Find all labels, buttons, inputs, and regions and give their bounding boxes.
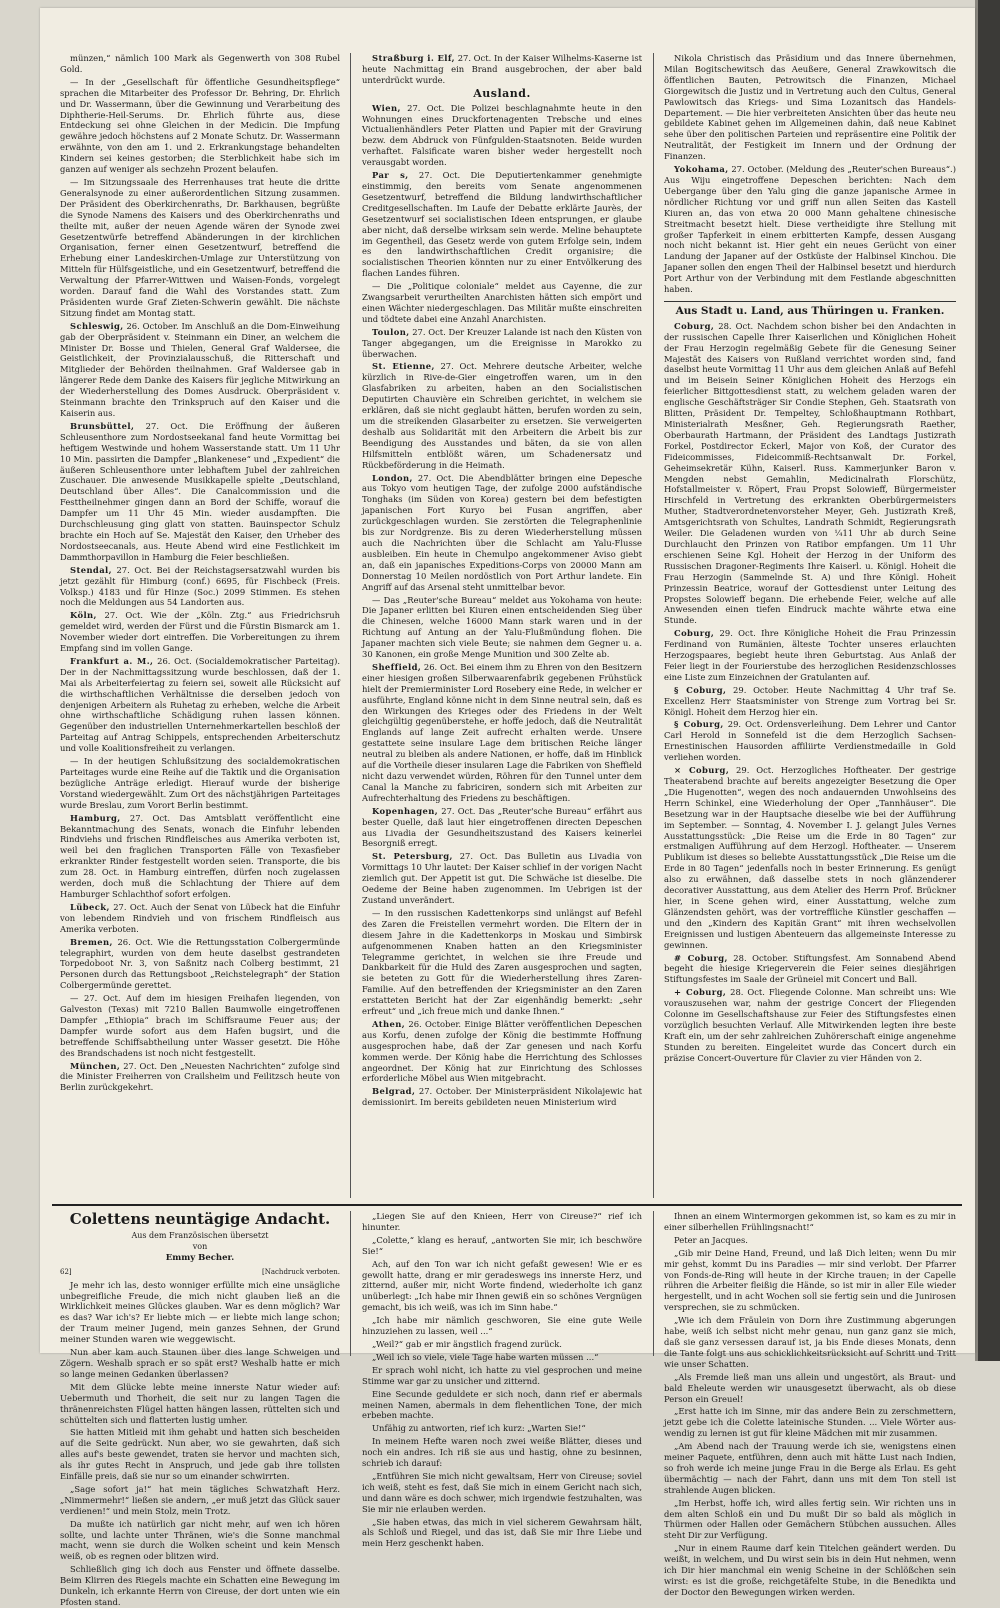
news-text: — In der heutigen Schlußsitzung des socialdemokratischen Parteitages wurde eine Reihe auf die Taktik und die Organisation bezügliche Anträge erledigt. Hierauf wurde der bisherige Vorstand wiedergewählt. Zum Ort des nächstjährigen Parteitages wurde Breslau, zum Vorort Berlin bestimmt. bbox=[60, 756, 340, 810]
news-item bbox=[664, 53, 956, 162]
story-paragraph: „Sie haben etwas, das mich in viel sicherem Gewahrsam hält, als Schloß und Riegel, und das ist, daß Sie mir Ihre Liebe und mein Herz geschenkt haben. bbox=[362, 1516, 642, 1549]
dateline: Athen, bbox=[372, 1018, 406, 1029]
feuilleton-author: Emmy Becher. bbox=[165, 1252, 235, 1263]
dateline: Stendal, bbox=[70, 564, 112, 575]
news-item bbox=[60, 565, 340, 609]
local-news-list bbox=[664, 321, 956, 1064]
news-text: — In der „Gesellschaft für öffentliche Gesundheitspflege“ sprachen die Mitarbeiter des Professor Dr. Behring, Dr. Ehrlich und Dr. Wassermann, über die Gewinnung und Verarbeitung des Diphtherie-Heil-Serums. Dr. Ehrlich führte aus, diese Entdeckung sei ohne Gleichen in der Medicin. Die Impfung gewähre jedoch höchstens auf 2 Monate Schutz. Dr. Wassermann erwähnte, von den am 1. und 2. Erkrankungstage behandelten Kindern sei keines gestorben; die Sterblichkeit habe sich im ganzen auf weniger als sechzehn Prozent belaufen. bbox=[60, 76, 340, 175]
news-item bbox=[60, 421, 340, 563]
news-text: 27. October. Der Ministerpräsident Nikolajewic hat demissionirt. Im bereits gebildeten neuen Ministerium wird bbox=[362, 1086, 642, 1108]
news-text: 28. Oct. Fliegende Colonne. Man schreibt uns: Wie vorauszusehen war, nahm der gestrige Concert der Fliegenden Colonne im Gesellschaftshause zur Feier des Stiftungsfestes einen vorzüglich besuchten Verlauf. Alle Mitwirkenden legten ihre beste Kraft ein, um der sehr zahlreichen Zuhörerschaft einige angenehme Stunden zu bereiten. Eingeleitet wurde das Concert durch ein präzise Concert-Ouverture für Clavier zu vier Händen von 2. bbox=[664, 987, 956, 1063]
dateline: Coburg, bbox=[674, 320, 715, 331]
ausland-news-list bbox=[362, 103, 642, 1109]
story-paragraph: „Als Fremde ließ man uns allein und ungestört, als Braut- und bald Eheleute werden wir unausgesetzt überwacht, als ob diese Person ein Greuel! bbox=[664, 1371, 956, 1404]
story-paragraph: Er sprach wohl nicht, ich hatte zu viel gesprochen und meine Stimme war gar zu unsicher und zitternd. bbox=[362, 1364, 642, 1386]
dateline: # Coburg, bbox=[674, 952, 728, 963]
story-paragraph: „Wie ich dem Fräulein von Dorn ihre Zustimmung abgerungen habe, weiß ich selbst nicht mehr genau, nun ganz ganz sie mich, daß sie ganz versessen darauf ist, ja bis Ende dieses Monats, denn die Tante folgt uns aus schicklichkeitsrücksicht auf Schritt und Tritt wie unser Schatten. bbox=[664, 1315, 956, 1369]
news-text: 27. Oct. Das „Reuter'sche Bureau“ erfährt aus bester Quelle, daß laut hier eingetroffenen directen Depeschen aus Livadia der Gesundheitszustand des Kaisers keinerlei Besorgniß erregt. bbox=[362, 805, 642, 849]
news-item bbox=[362, 473, 642, 593]
news-item bbox=[362, 851, 642, 906]
story-paragraph: Je mehr ich las, desto wonniger erfüllte mich eine unsägliche unbegreifliche Freude, die mich nicht glauben ließ an die Wirklichkeit meines Glückes glauben. War es denn möglich? War es das? War ich's? Er liebte mich — er liebte mich lange schon; der Traum meiner Jugend, mein ganzes Sehnen, der Grund meiner Stunden waren wie weggewischt. bbox=[60, 1279, 340, 1345]
news-item bbox=[664, 953, 956, 986]
story-paragraph: Eine Secunde geduldete er sich noch, dann rief er abermals meinen Namen, abermals in dem flehentlichen Tone, der mich erbeben machte. bbox=[362, 1388, 642, 1421]
news-text: 27. Oct. Der Kreuzer Lalande ist nach den Küsten von Tanger abgegangen, um die Ereignisse in Marokko zu überwachen. bbox=[362, 326, 642, 359]
news-item bbox=[664, 765, 956, 950]
story-paragraph: „Nur in einem Raume darf kein Titelchen geändert werden. Du weißt, in welchem, und Du wirst sein bis in dein Hut nehmen, wenn ich Dir hier manchmal ein wenig Scheine in der Schlößchen sein wirst: es ist die große, reichgetäfelte Stube, in die Benedikta und der Doctor den Bewegungen wirken werden. bbox=[664, 1543, 956, 1597]
dateline: Bremen, bbox=[70, 936, 113, 947]
dateline: St. Etienne, bbox=[372, 361, 435, 372]
news-text: 27. Oct. Wie der „Köln. Ztg.“ aus Friedrichsruh gemeldet wird, werden der Fürst und die Fürstin Bismarck am 1. November wieder dort eintreffen. Die Vorbereitungen zu ihrem Empfang sind im vollen Gange. bbox=[60, 610, 340, 654]
dateline: St. Petersburg, bbox=[372, 851, 453, 862]
news-text: — Im Sitzungssaale des Herrenhauses trat heute die dritte Generalsynode zu einer außerordentlichen Sitzung zusammen. Der Präsident des Oberkirchenraths, Dr. Barkhausen, begrüßte die Synode Namens des Kaisers und des Oberkirchenraths und theilte mit, außer der neuen Agende wären der Synode zwei Gesetzentwürfe betreffend Abänderungen in der kirchlichen Organisation, ferner einen Gesetzentwurf, betreffend die Erhebung einer Landeskirchen-Umlage zur Unterstützung von Mitteln für Hülfsgeistliche, und ein Gesetzentwurf, betreffend die Verwaltung der Pfarrer-Wittwen und Waisen-Fonds, vorgelegt worden. Darauf fand die Wahl des Vorstandes statt. Zum Präsidenten wurde Graf Zieten-Schwerin gewählt. Die nächste Sitzung findet am Montag statt. bbox=[60, 176, 340, 318]
story-paragraph: Ach, auf den Ton war ich nicht gefaßt gewesen! Wie er es gewollt hatte, drang er mir geradeswegs ins innerste Herz, und zitternd, außer mir, nicht Worte findend, wiederholte ich ganz unüberlegt: „Ich habe mir Ihnen gewiß ein so schönes Vergnügen gemacht, bis ich weiß, was ich im Sinn habe.“ bbox=[362, 1258, 642, 1313]
news-item bbox=[60, 53, 340, 75]
news-text: 29. Oct. Ihre Königliche Hoheit die Frau Prinzessin Ferdinand von Rumänien, älteste Tochter unseres erlauchten Herzogspaares, begiebt heute ihren Geburtstag. Aus Anlaß der Feier liegt in der Fourierstube des herzoglichen Residenzschlosses eine Liste zum Einzeichnen der Gratulanten auf. bbox=[664, 628, 956, 682]
news-item bbox=[362, 327, 642, 360]
news-text: 27. Oct. Die Eröffnung der äußeren Schleusenthore zum Nordostseekanal fand heute Vormittag bei heftigem Westwinde und hohem Wasserstande statt. Um 11 Uhr 10 Min. passirten die Dampfer „Blankenese“ und „Expedient“ die äußeren Schleusenthore unter lebhaftem Jubel der zahlreichen Zuschauer. Die anwesende Musikkapelle spielte „Deutschland, Deutschland über Alles“. Die Canalcommission und die Festtheilnehmer gingen dann an Bord der Schiffe, worauf die Dampfer um 11 Uhr 45 Min. wieder ausdampften. Die Durchschleusung ging glatt von statten. Bauinspector Schulz brachte ein Hoch auf Se. Majestät den Kaiser, den Urheber des Nordostseecanals, aus. Heute Abend wird eine Festlichkeit im Dammthorpavillon in Hamburg die Feier beschließen. bbox=[60, 420, 341, 562]
story-paragraph: Unfähig zu antworten, rief ich kurz: „Warten Sie!“ bbox=[372, 1423, 586, 1434]
dateline: § Coburg, bbox=[674, 684, 727, 695]
news-item bbox=[60, 993, 340, 1058]
dateline: Frankfurt a. M., bbox=[70, 655, 154, 666]
news-text: 28. October. Stiftungsfest. Am Sonnabend Abend begeht die hiesige Kriegerverein die Feier seines diesjährigen Stiftungsfestes im Saale der Grüneiel mit Concert und Ball. bbox=[664, 952, 956, 985]
story-paragraph: „Gib mir Deine Hand, Freund, und laß Dich leiten; wenn Du mir mir gehst, kommt Du ins Paradies — mir sind verlobt. Der Pfarrer von Fonds-de-Ring will heute in der Kirche trauen; in der Capelle rühren die Arbeiter fleißig die Hände, so ist mir in aller Eile wieder hergestellt, und in acht Wochen soll sie fertig sein und die Junirosen versprechen, sie zu schmücken. bbox=[664, 1247, 956, 1313]
news-text: 27. Oct. Die Polizei beschlagnahmte heute in den Wohnungen eines Druckfortenagenten Trebsche und eines Victualienhändlers Peter Platten und Papier mit der Gravirung bezw. dem Abdruck von Fünfgulden-Staatsnoten. Beide wurden verhaftet. Falsificate waren bisher weder hergestellt noch verausgabt worden. bbox=[362, 102, 642, 168]
dateline: Sheffield, bbox=[372, 661, 422, 672]
dateline: + Coburg, bbox=[674, 987, 727, 998]
story-paragraph: Ihnen an einem Wintermorgen gekommen ist, so kam es zu mir in einer silberhellen Frühlingsnacht!“ bbox=[664, 1211, 956, 1232]
dateline: Wien, bbox=[372, 102, 401, 113]
news-column-middle bbox=[362, 53, 642, 1198]
news-text: 29. October. Heute Nachmittag 4 Uhr traf Se. Excellenz Herr Staatsminister von Strenge zum Vortrag bei Sr. Königl. Hoheit dem Herzog hier ein. bbox=[664, 684, 957, 717]
feuilleton-subtitle: Aus dem Französischen übersetzt bbox=[131, 1231, 269, 1240]
dateline: London, bbox=[372, 472, 413, 483]
story-paragraph: „Entführen Sie mich nicht gewaltsam, Herr von Cireuse; soviel ich weiß, steht es fest, daß Sie mich in einem Gericht nach sich, und dann wäre es doch schwer, mich irgendwie festzuhalten, was Sie mir nie erlauben werden. bbox=[362, 1470, 642, 1514]
feuilleton-separator bbox=[52, 1204, 962, 1206]
feuilleton-meta bbox=[60, 1267, 340, 1278]
story-paragraph: „Erst hatte ich im Sinne, mir das andere Bein zu zerschmettern, jetzt gebe ich die Colette lateinische Stunden. ... Viele Wörter aus-wendig zu lernen ist gut für kleine Mädchen mit mir zusammen. bbox=[664, 1406, 956, 1439]
story-paragraph: Nun aber kam auch Staunen über dies lange Schweigen und Zögern. Weshalb sprach er so spät erst? Weshalb hatte er mich so lange meinen Gedanken überlassen? bbox=[60, 1347, 340, 1379]
news-item bbox=[60, 813, 340, 900]
news-item bbox=[362, 1086, 642, 1108]
column-divider bbox=[653, 53, 654, 1198]
feuilleton-text bbox=[60, 1280, 340, 1608]
feuilleton-column-3 bbox=[664, 1211, 956, 1597]
news-text: münzen,“ nämlich 100 Mark als Gegenwerth von 308 Rubel Gold. bbox=[60, 53, 340, 74]
dateline: Lübeck, bbox=[70, 901, 110, 912]
dateline: München, bbox=[70, 1060, 121, 1071]
story-paragraph: „Weil?“ gab er mir ängstlich fragend zurück. bbox=[372, 1338, 562, 1349]
dateline: × Coburg, bbox=[674, 765, 730, 776]
news-text: 27. Oct. Bei der Reichstagsersatzwahl wurden bis jetzt gezählt für Himburg (conf.) 6695, für Fischbeck (Freis. Volksp.) 4183 und für Hinze (Soc.) 2099 Stimmen. Es stehen noch die Meldungen aus 54 Landorten aus. bbox=[60, 564, 340, 608]
news-item bbox=[60, 77, 340, 175]
section-heading-local: Aus Stadt u. Land, aus Thüringen u. Franken. bbox=[664, 301, 956, 317]
news-item bbox=[60, 177, 340, 319]
story-paragraph: Da mußte ich natürlich gar nicht mehr, auf wen ich hören sollte, und lachte unter Thränen, wie's die Sonne manchmal macht, wenn sie durch die Wolken scheint und kein Mensch weiß, ob es regnen oder blitzen wird. bbox=[60, 1518, 340, 1562]
story-paragraph: „Colette,“ klang es herauf, „antworten Sie mir, ich beschwöre Sie!“ bbox=[362, 1234, 642, 1256]
news-text: 27. Oct. Das Amtsblatt veröffentlicht eine Bekanntmachung des Senats, wonach die Einfuhr lebenden Rindviehs und frischen Rindfleisches aus Amerika verboten ist, weil bei den fraglichen Transporten Fälle von Texasfieber erkrankter Rinder festgestellt worden seien. Transporte, die bis zum 28. Oct. in Hamburg eintreffen, dürfen noch zugelassen werden, doch muß die Schlachtung der Thiere auf dem Hamburger Schlachthof sofort erfolgen. bbox=[60, 812, 340, 899]
dateline: Toulon, bbox=[372, 326, 410, 337]
feuilleton-column-1 bbox=[60, 1210, 340, 1607]
news-text: 27. Oct. Die Abendblätter bringen eine Depesche aus Tokyo vom heutigen Tage, der zufolge 2000 aufständische Tonghaks (im Süden von Korea) gestern bei dem befestigten japanischen Fort Kuryo bei Fusan angriffen, aber zurückgeschlagen wurden. Sie zerstörten die Telegraphenlinie bis zur Nordgrenze. Bis zu deren Wiederherstellung müssen auch die Nachrichten über die Schlacht am Yalu-Flusse ausbleiben. Ein heute in Chemulpo angekommener Aviso giebt an, daß ein japanisches Expeditions-Corps von 20000 Mann am Donnerstag 10 Meilen nordöstlich von Port Arthur landete. Ein Angriff auf das Arsenal steht unmittelbar bevor. bbox=[362, 472, 642, 592]
news-item bbox=[60, 321, 340, 419]
news-item bbox=[362, 662, 642, 804]
news-item bbox=[362, 361, 642, 470]
section-heading-ausland: Ausland. bbox=[473, 86, 531, 100]
story-paragraph: Mit dem Glücke lebte meine innerste Natur wieder auf: Uebermuth und Thorheit, die seit nur zu langen Tagen die thränenreichsten Flügel hatten hängen lassen, rüttelten sich und schüttelten sich und flatterten lustig umher. bbox=[60, 1381, 340, 1425]
column-divider bbox=[653, 1211, 654, 1356]
dateline: Yokohama, bbox=[674, 164, 729, 175]
dateline: Coburg, bbox=[674, 628, 715, 639]
story-paragraph: „Weil ich so viele, viele Tage habe warten müssen ...“ bbox=[372, 1351, 599, 1362]
news-item bbox=[362, 170, 642, 279]
news-column-right bbox=[664, 53, 956, 1198]
news-item bbox=[60, 610, 340, 654]
news-item bbox=[362, 806, 642, 850]
feuilleton-column-2 bbox=[362, 1211, 642, 1549]
dateline: § Coburg, bbox=[674, 719, 724, 730]
story-paragraph: In meinem Hefte waren noch zwei weiße Blätter, dieses und noch ein andres. Ich riß sie aus und hastig, ohne zu besinnen, schrieb ich darauf: bbox=[362, 1436, 642, 1469]
news-item bbox=[60, 1061, 340, 1094]
news-column-left bbox=[60, 53, 340, 1198]
news-text: 27. Oct. Auch der Senat von Lübeck hat die Einfuhr von lebendem Rindvieh und von frischem Rindfleisch aus Amerika verboten. bbox=[60, 901, 340, 934]
news-text: 27. October. (Meldung des „Reuter'schen Bureaus“.) Aus Wiju eingetroffene Depeschen berichten: Nach dem Uebergange über den Yalu ging die ganze japanische Armee in nördlicher Richtung vor und griff nun allen Seiten das Kastell Kiuren an, das von etwa 20 000 Mann gehaltene chinesische Streitmacht besetzt hielt. Diese vertheidigte ihre Stellung mit großer Tapferkeit in einem erbitterten Kampfe, dessen Ausgang noch nicht bekannt ist. Hier geht ein neues Gerücht von einer Landung der Japaner auf der Ostküste der Halbinsel Kinchou. Die Japaner sollen den engen Theil der Halbinsel besetzt und hierdurch Port Arthur von der Verbindung mit dem Festlande abgeschnitten haben. bbox=[664, 164, 956, 295]
dateline: Kopenhagen, bbox=[372, 805, 439, 816]
page-edge bbox=[978, 0, 1000, 1361]
news-text: — Die „Politique coloniale“ meldet aus Cayenne, die zur Zwangsarbeit verurtheilten Anarchisten hätten sich empört und einen Wächter niedergeschlagen. Das Militär mußte einschreiten und tödtete dabei eine Anzahl Anarchisten. bbox=[362, 281, 642, 324]
news-text: 26. Oct. Bei einem ihm zu Ehren von den Besitzern einer hiesigen großen Silberwaarenfabrik gegebenen Frühstück hielt der Premierminister Lord Rosebery eine Rede, in welcher er ausführte, England könne nicht in dem Sinne neutral sein, daß es den Wirkungen des Krieges oder des Friedens in der Welt gleichgültig gegenüberstehe, er hoffe jedoch, daß die Neutralität Englands auf lange Zeit aufrecht erhalten werde. Unsere gestattete seine insulare Lage dem britischen Reiche länger neutral zu bleiben als andere Nationen, er hoffe, daß im Hinblick auf die Vortheile dieser insularen Lage die Fabriken von Sheffield nicht dazu verwendet würden, Röhren für den Tunnel unter dem Canal la Manche zu fabriciren, sondern sich mit Arbeiten zur Aufrechterhaltung des Friedens zu beschäftigen. bbox=[362, 661, 642, 803]
story-paragraph: Sie hatten Mitleid mit ihm gehabt und hatten sich bescheiden auf die Seite gedrückt. Nun aber, wo sie gewahrten, daß sich alles auf's beste gewendet, traten sie hervor und machten sich, als ihr gutes Recht in Anspruch, und jede gab ihre tollsten Einfälle preis, daß sie nur so um einander schwirrten. bbox=[60, 1427, 340, 1482]
news-item bbox=[664, 628, 956, 683]
news-text: 28. Oct. Nachdem schon bisher bei den Andachten in der russischen Capelle Ihrer Kaiserlichen und Königlichen Hoheit der Frau Herzogin regelmäßig Gebete für die Genesung Seiner Majestät des Kaisers von Rußland verrichtet worden sind, fand daselbst heute Vormittag 11 Uhr aus dem gleichen Anlaß auf Befehl und im Beisein Seiner Königlichen Hoheit des Herzogs ein feierlicher Bittgottesdienst statt, zu welchem geladen waren der englische Geschäftsträger Sir Condie Stephen, Geh. Staatsrath von Blitten, Präsident Dr. Tempeltey, Schloßhauptmann Rothbart, Ministerialrath Mesßner, Geh. Regierungsrath Raether, Oberbaurath Hartmann, der Präsident des Landtags Justizrath Forkel, Postdirector Eckerl, Major von Koß, der Curator des Fideicommisses, Fideicommiß-Rechtsanwalt Dr. Forkel, Geheimsekretär Kühn, Kaiserl. Russ. Kammerjunker Baron v. Mengden nebst Gemahlin, Medicinalrath Florschütz, Hofstallmeister v. Röpert, Frau Propst Solowieff, Bürgermeister Hirschfeld in Vertretung des erkrankten Oberbürgermeisters Muther, Stadtverordnetenvorsteher Meyer, Geh. Justizrath Kreß, Amtsgerichtsrath von Schultes, Landrath Schmidt, Regierungsrath Weiler. Die Geladenen wurden von ¼11 Uhr ab durch Seine Durchlaucht den Prinzen von Ratibor empfangen. Um 11 Uhr erschienen Seine Kgl. Hoheit der Herzog in der Uniform des Russischen Dragoner-Regiments Ihre Kaiserl. u. Königl. Hoheit die Frau Herzogin (Sammelnde St. A) und Ihre Königl. Hoheit Prinzessin Beatrice, worauf der Gottesdienst unter Leitung des Propstes Solowieff begann. Die erhebende Feier, welche auf alle Anwesenden einen tiefen Eindruck machte währte etwa eine Stunde. bbox=[664, 320, 956, 626]
story-paragraph: Schließlich ging ich doch aus Fenster und öffnete dasselbe. Beim Klirren des Riegels machte ein Schatten eine Bewegung im Dunkeln, ich erkannte Herrn von Cireuse, der dort unten wie ein Pfosten stand. bbox=[60, 1564, 340, 1607]
news-item bbox=[362, 53, 642, 86]
story-paragraph: Peter an Jacques. bbox=[674, 1234, 748, 1245]
news-text: Nikola Christisch das Präsidium und das Innere übernehmen, Milan Bogitschewitsch das Aeußere, General Zrawkowitsch die öffentlichen Bauten, Petrowitsch die Finanzen, Michael Giorgewitsch die Justiz und in Vertretung auch den Cultus, General Pawlowitsch das Kriegs- und Sima Lozanitsch das Handels-Departement. — Die hier verbreiteten Ansichten über das heute neu gebildete Kabinet gehen im Allgemeinen dahin, daß neue Kabinet sehe über den politischen Parteien und repräsentire eine Politik der Neutralität, der Festigkeit im Innern und der Ordnung der Finanzen. bbox=[664, 53, 956, 162]
news-item bbox=[362, 908, 642, 1017]
news-text: — 27. Oct. Auf dem im hiesigen Freihafen liegenden, von Galveston (Texas) mit 7210 Ballen Baumwolle eingetroffenen Dampfer „Ethiopia“ brach im Schiffsraume Feuer aus; der Dampfer wurde sofort aus dem Hafen bugsirt, und die betreffende Schiffsabtheilung unter Wasser gesetzt. Die Höhe des Brandschadens ist noch nicht festgestellt. bbox=[60, 993, 340, 1058]
dateline: Par s, bbox=[372, 170, 409, 181]
news-item bbox=[60, 902, 340, 935]
news-text: 27. Oct. Mehrere deutsche Arbeiter, welche kürzlich in Rive-de-Gier eingetroffen waren, um in den Glasfabriken zu arbeiten, haben an den Socialistischen Deputirten Chauvière ein Schreiben gerichtet, in welchem sie erklären, daß sie nicht geglaubt hätten, berufen worden zu sein, um die streikenden Glasarbeiter zu ersetzen. Sie verweigerten deshalb aus Solidarität mit den Arbeitern die Arbeit bis zur Beendigung des Ausstandes und bäten, da sie von allen Hilfsmitteln entblößt wären, um Schadenersatz und Rückbeförderung in die Heimath. bbox=[362, 361, 642, 470]
right-news-list bbox=[664, 53, 956, 295]
news-text: 27. Oct. In der Kaiser Wilhelms-Kaserne ist heute Nachmittag ein Brand ausgebrochen, der aber bald unterdrückt wurde. bbox=[362, 53, 642, 85]
news-text: — In den russischen Kadettenkorps sind unlängst auf Befehl des Zaren die Freistellen vermehrt worden. Die Eltern der in diesem Jahre in die Kadettenkorps in Moskau und Simbirsk aufgenommenen Knaben hatten an den Kriegsminister Telegramme gerichtet, in welchen sie ihre Freude und Dankbarkeit für die Huld des Zaren ausgesprochen und sagten, sie beteten zu Gott für die Wiederherstellung ihres Zaren-Familie. Auf den betreffenden der Kriegsminister an den Zaren erstatteten Bericht hat der Zar eigenhändig bemerkt: „sehr erfreut“ und „ich freue mich und danke Ihnen.“ bbox=[362, 907, 642, 1017]
column-divider bbox=[350, 53, 351, 1198]
news-text: 26. October. Im Anschluß an die Dom-Einweihung gab der Oberpräsident v. Steinmann ein Diner, an welchem die Minister Dr. Bosse und Thielen, General Graf Waldersee, die Geistlichkeit, der Provinzialausschuß, die Ritterschaft und Mitglieder der Behörden theilnahmen. Graf Waldersee gab in längerer Rede dem Danke des Kaisers für jegliche Mitwirkung an der Wiederherstellung des Domes Ausdruck. Oberpräsident v. Steinmann brachte den Trinkspruch auf den Kaiser und die Kaiserin aus. bbox=[60, 320, 340, 418]
newspaper-page bbox=[40, 8, 975, 1607]
instalment-number: 62] bbox=[60, 1267, 72, 1276]
feuilleton-by: von bbox=[192, 1241, 208, 1251]
dateline: Brunsbüttel, bbox=[70, 420, 135, 431]
news-item bbox=[362, 103, 642, 168]
news-text: 27. Oct. Den „Neuesten Nachrichten“ zufolge sind die Minister Freiherren von Crailsheim und Feilitzsch heute von Berlin zurückgekehrt. bbox=[60, 1060, 340, 1093]
news-item bbox=[60, 656, 340, 754]
news-item bbox=[362, 281, 642, 325]
news-item bbox=[362, 1019, 642, 1084]
dateline: Straßburg i. Elf, bbox=[372, 53, 455, 63]
news-item bbox=[664, 685, 956, 718]
story-paragraph: „Liegen Sie auf den Knieen, Herr von Cireuse?“ rief ich hinunter. bbox=[362, 1211, 642, 1232]
news-text: 29. Oct. Herzogliches Hoftheater. Der gestrige Theaterabend brachte auf bereits angezeigter Besetzung die Oper „Die Hugenotten“, wegen des noch andauernden Unwohlseins des Herrn Schinkel, eine Wiederholung der Oper „Tannhäuser“. Die Besetzung war in der Hauptsache dieselbe wie bei der Aufführung im September. — Sonntag, 4. November I. J. gelangt Jules Vernes Ausstattungsstück: „Die Reise um die Erde in 80 Tagen“ zur erstmaligen Aufführung auf dem Herzogl. Hoftheater. — Unserem Publikum ist dieses so beliebte Ausstattungsstück „Die Reise um die Erde in 80 Tagen“ jedenfalls noch in bester Erinnerung. Es genügt also zu erwähnen, daß dasselbe stets in noch glänzenderer decorativer Ausstattung, aus dem Atelier des Herrn Prof. Brückner hier, in Scene gehen wird, einer Ausstattung, welche zum Glänzendsten gehört, was der vortreffliche Künstler geschaffen — und den „Kindern des Kapitän Grant“ mit ihren wechselvollen Ereignissen und lustigen Abenteuern das allgemeinste Interesse zu gewinnen. bbox=[664, 765, 956, 950]
news-item bbox=[362, 595, 642, 660]
story-paragraph: „Im Herbst, hoffe ich, wird alles fertig sein. Wir richten uns in dem alten Schloß ein und Du mußt Dir so bald als möglich in Thürmen oder Hallen oder Gemächern Stübchen aussuchen. Alles steht Dir zur Verfügung. bbox=[664, 1497, 956, 1541]
feuilleton-title: Colettens neuntägige Andacht. bbox=[69, 1210, 331, 1228]
dateline: Schleswig, bbox=[70, 320, 124, 331]
news-text: 27. Oct. Die Deputiertenkammer genehmigte einstimmig, den bereits vom Senate angenommenen Gesetzentwurf, betreffend die Bildung landwirthschaftlicher Creditgesellschaften. Im Laufe der Debatte erklärte Jaurès, der Gesetzentwurf sei socialistischen Ideen entsprungen, er glaube aber nicht, daß derselbe wirksam sein werde. Meline behauptete im Gegentheil, das Gesetz werde von gutem Erfolge sein, indem es den landwirthschaftlichen Credit organisire; die socialistischen Theorien könnten nur zu einer Entvölkerung des flachen Landes führen. bbox=[362, 170, 643, 279]
news-text: 26. October. Einige Blätter veröffentlichen Depeschen aus Korfu, denen zufolge der König die bestimmte Hoffnung ausgesprochen habe, daß der Zar genesen und nach Korfu kommen werde. Der König habe die Herrichtung des Schlosses angeordnet. Der König hat zur Einrichtung des Schlosses erforderliche Möbel aus Wien mitgebracht. bbox=[362, 1018, 642, 1084]
news-text: 26. Oct. Wie die Rettungsstation Colbergermünde telegraphirt, wurden von dem heute daselbst gestrandeten Torpedoboot Nr. 3, von Saßnitz nach Colberg bestimmt, 21 Personen durch das Rettungsboot „Reichstelegraph“ der Station Colbergermünde gerettet. bbox=[60, 936, 340, 991]
news-item bbox=[60, 756, 340, 811]
dateline: Belgrad, bbox=[372, 1086, 416, 1097]
dateline: Köln, bbox=[70, 610, 97, 621]
column-divider bbox=[350, 1211, 351, 1356]
news-text: — Das „Reuter'sche Bureau“ meldet aus Yokohama von heute: Die Japaner erlitten bei Kiuren einen entscheidenden Sieg über die Chinesen, welche 16000 Mann stark waren und in der Richtung auf Antung an der Yalu-Flußmündung flohen. Die Japaner machten sich viele Beute; sie nahmen dem Gegner u. a. 30 Kanonen, ein große Menge Munition und 300 Zelte ab. bbox=[362, 594, 642, 660]
page-edge-shadow bbox=[975, 0, 978, 1361]
dateline: Hamburg, bbox=[70, 812, 121, 823]
story-paragraph: „Ich habe mir nämlich geschworen, Sie eine gute Weile hinzuziehen zu lassen, weil ...“ bbox=[362, 1315, 642, 1337]
news-item bbox=[664, 164, 956, 295]
news-item bbox=[664, 987, 956, 1063]
story-paragraph: „Sage sofort ja!“ hat mein tägliches Schwatzhaft Herz. „Nimmermehr!“ ließen sie andern, „er muß jetzt das Glück sauer verdienen!“ und mein Stolz, mein Trotz. bbox=[60, 1483, 340, 1516]
news-text: 29. Oct. Ordensverleihung. Dem Lehrer und Cantor Carl Herold in Sonnefeld ist die dem Herzoglich Sachsen-Ernestinischen Hausorden affiliirte Verdienstmedaille in Gold verliehen worden. bbox=[664, 719, 956, 763]
news-text: 27. Oct. Das Bulletin aus Livadia von Vormittags 10 Uhr lautet: Der Kaiser schlief in der vorigen Nacht ziemlich gut. Der Appetit ist gut. Die Schwäche ist dieselbe. Die Oedeme der Beine haben zugenommen. Im Uebrigen ist der Zustand unverändert. bbox=[362, 851, 642, 905]
news-text: 26. Oct. (Socialdemokratischer Parteitag). Der in der Nachmittagssitzung wurde beschlossen, daß der 1. Mai als Arbeiterfeiertag zu feiern sei, soweit alle Rücksicht auf die wirthschaftlichen Verhältnisse die derselben jedoch von denjenigen Arbeitern als Ruhetag zu erheben, welche die Arbeit ohne wirthschaftliche Schädigung ruhen lassen können. Gegenüber den industriellen Unternehmerkartellen beschloß der Parteitag auf Antrag Schippels, entsprechenden Arbeiterschutz und volle Koalitionsfreiheit zu verlangen. bbox=[60, 655, 341, 754]
reprint-notice: [Nachdruck verboten. bbox=[261, 1267, 340, 1276]
news-item bbox=[664, 321, 956, 626]
story-paragraph: „Am Abend nach der Trauung werde ich sie, wenigstens einen meiner Paquete, entführen, denn auch mit hätte Lust nach Indien, so froh werde ich meine junge Frau in die Berge als Erlau. Es geht übermächtig — nach der Fahrt, dann uns mit dem Ton stell ist strahlende Augen blicken. bbox=[664, 1441, 956, 1495]
news-item bbox=[664, 719, 956, 763]
news-item bbox=[60, 937, 340, 992]
